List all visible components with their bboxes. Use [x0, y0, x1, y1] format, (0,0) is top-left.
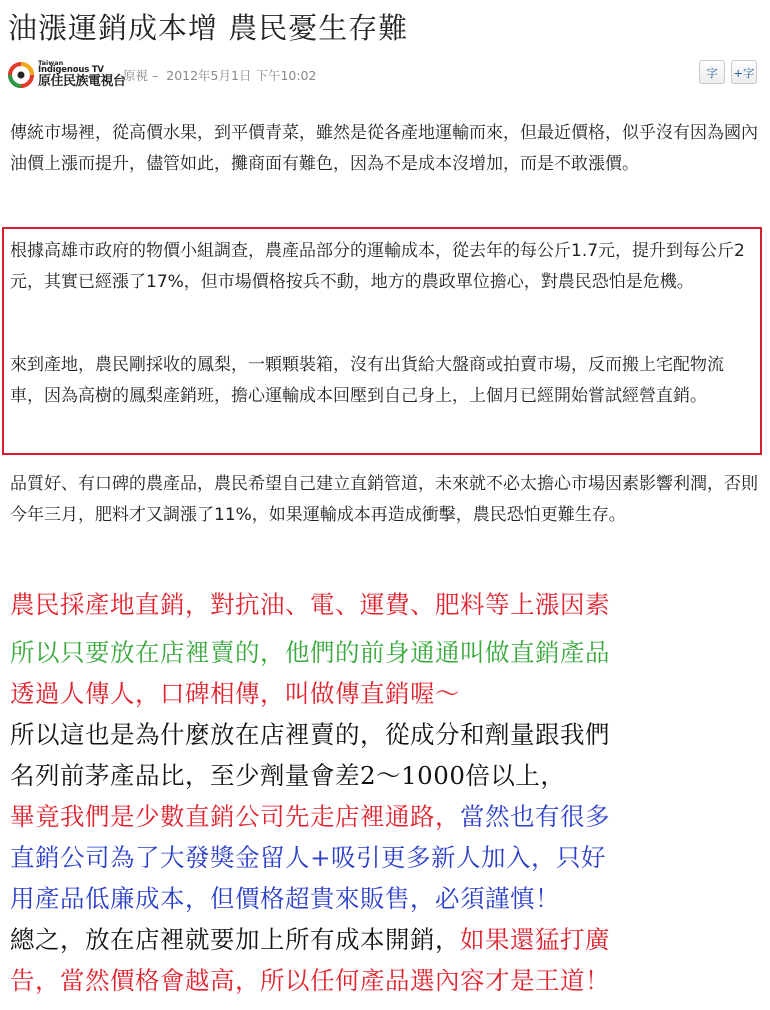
article-paragraph-4: 品質好、有口碑的農產品，農民希望自己建立直銷管道，未來就不必太擔心市場因素影響利潤，否則今年三月，肥料才又調漲了11%，如果運輸成本再造成衝擊，農民恐怕更難生存。 — [10, 474, 758, 525]
article-paragraph-1: 傳統市場裡，從高價水果，到平價青菜，雖然是從各產地運輸而來，但最近價格，似乎沒有因為國內油價上漲而提升，儘管如此，攤商面有難色，因為不是成本沒增加，而是不敢漲價。 — [10, 123, 758, 174]
commentary-line-6-blue: 當然也有很多 — [460, 802, 610, 831]
logo-text-line1: Taiwan — [38, 59, 64, 67]
taiwan-indigenous-tv-logo[interactable] — [8, 59, 126, 90]
commentary-line-9-black: 總之，放在店裡就要加上所有成本開銷， — [10, 925, 460, 954]
byline-dash: – — [152, 68, 159, 83]
font-size-increase-button[interactable]: +字 — [731, 60, 757, 84]
article-paragraph-3: 來到產地，農民剛採收的鳳梨，一顆顆裝箱，沒有出貨給大盤商或拍賣市場，反而搬上宅配物流車，因為高樹的鳳梨產銷班，擔心運輸成本回壓到自己身上，上個月已經開始嘗試經營直銷。 — [10, 355, 724, 406]
article-byline — [123, 66, 320, 84]
commentary-line-3: 透過人傳人，口碑相傳，叫做傳直銷喔～ — [10, 679, 460, 708]
commentary-line-10: 告，當然價格會越高，所以任何產品選內容才是王道！ — [10, 966, 610, 995]
commentary-line-5: 名列前茅產品比，至少劑量會差2～1000倍以上， — [10, 761, 566, 790]
commentary-line-1: 農民採產地直銷，對抗油、電、運費、肥料等上漲因素 — [10, 590, 610, 619]
commentary-line-9-red: 如果還猛打廣 — [460, 925, 610, 954]
article-title: 油漲運銷成本增 農民憂生存難 — [8, 11, 409, 45]
article-source: 原視 — [123, 68, 149, 83]
logo-text-line3: 原住民族電視台 — [38, 74, 126, 89]
commentary-line-8: 用產品低廉成本，但價格超貴來販售，必須謹慎！ — [10, 884, 560, 913]
article-paragraph-2: 根據高雄市政府的物價小組調查，農產品部分的運輸成本，從去年的每公斤1.7元，提升到每公斤2元，其實已經漲了17%，但市場價格按兵不動，地方的農政單位擔心，對農民恐怕是危機。 — [10, 241, 745, 292]
commentary-line-6-red: 畢竟我們是少數直銷公司先走店裡通路， — [10, 802, 460, 831]
logo-swirl-icon — [8, 62, 34, 88]
commentary-line-4: 所以這也是為什麼放在店裡賣的，從成分和劑量跟我們 — [10, 720, 610, 749]
commentary-line-9 — [10, 921, 768, 959]
article-datetime: 2012年5月1日 下午10:02 — [166, 68, 317, 83]
font-size-decrease-button[interactable]: 字 — [699, 60, 725, 84]
commentary-line-7: 直銷公司為了大發獎金留人+吸引更多新人加入，只好 — [10, 843, 607, 872]
commentary-line-2: 所以只要放在店裡賣的，他們的前身通通叫做直銷產品 — [10, 638, 610, 667]
commentary-line-6 — [10, 798, 768, 836]
logo-text-line2: Indigenous TV — [38, 65, 104, 75]
